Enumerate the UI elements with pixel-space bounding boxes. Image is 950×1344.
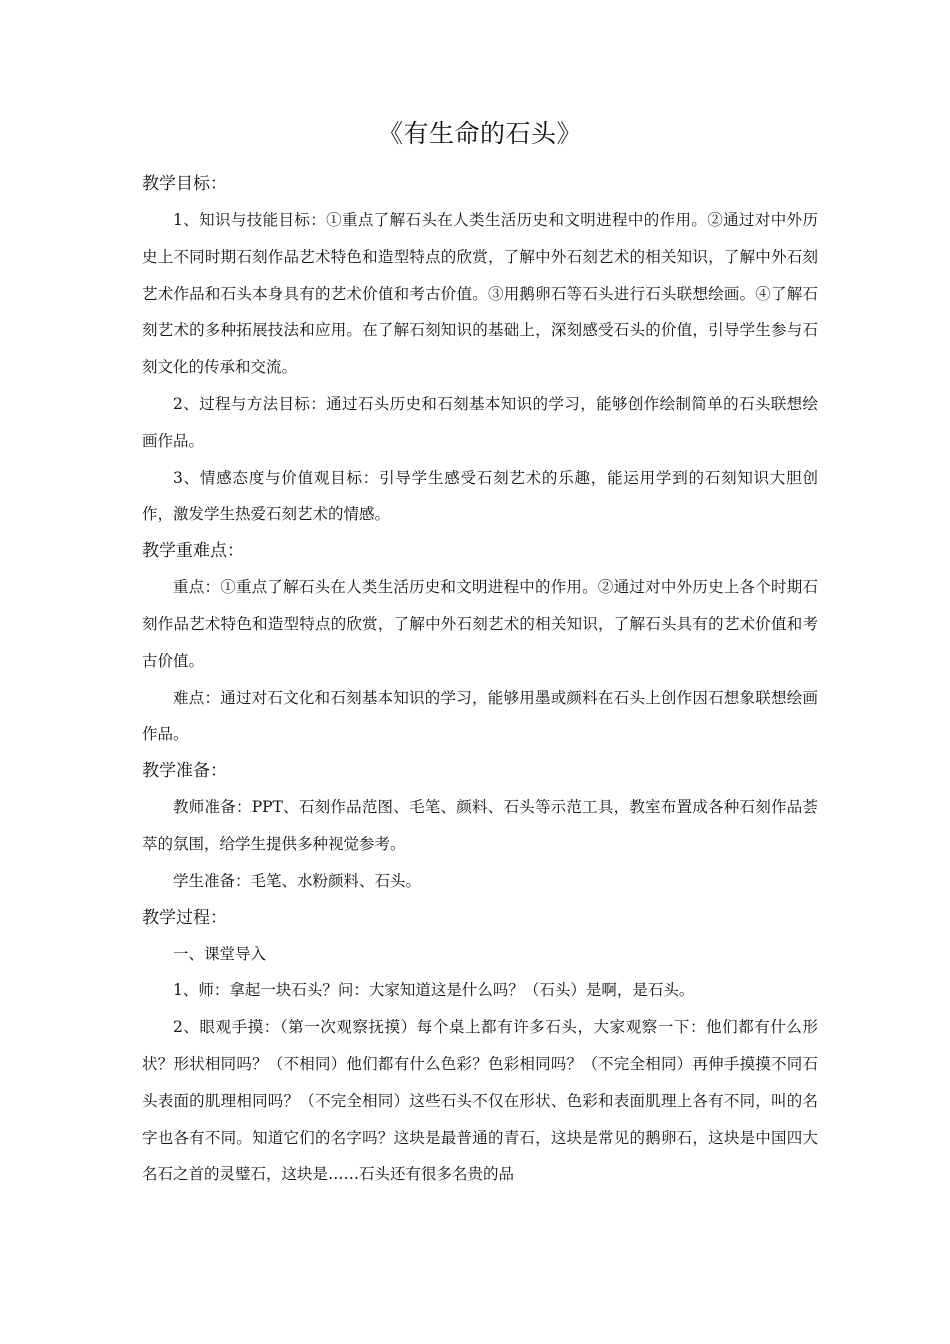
process-intro-heading: 一、课堂导入 [173,944,267,963]
preparation-heading: 教学准备： [142,761,227,782]
key-points-heading: 教学重难点： [142,541,244,562]
teacher-preparation: 教师准备：PPT、石刻作品范图、毛笔、颜料、石头等示范工具，教室布置成各种石刻作品荟萃的氛围，给学生提供多种视觉参考。 [142,798,818,853]
goal-knowledge-skills: 1、知识与技能目标：①重点了解石头在人类生活历史和文明进程中的作用。②通过对中外历史上不同时期石刻作品艺术特色和造型特点的欣赏，了解中外石刻艺术的相关知识，了解中外石刻艺术作品和石头本身具有的艺术价值和考古价值。③用鹅卵石等石头进行石头联想绘画。④了解石刻艺术的多种拓展技法和应用。在了解石刻知识的基础上，深刻感受石头的价值，引导学生参与石刻文化的传承和交流。 [142,211,818,377]
key-point-difficulty: 难点：通过对石文化和石刻基本知识的学习，能够用墨或颜料在石头上创作因石想象联想绘画作品。 [142,688,818,744]
process-step-2: 2、眼观手摸：（第一次观察抚摸）每个桌上都有许多石头，大家观察一下：他们都有什么形状？形状相同吗？（不相同）他们都有什么色彩？色彩相同吗？（不完全相同）再伸手摸摸不同石头表面的肌理相同吗？（不完全相同）这些石头不仅在形状、色彩和表面肌理上各有不同，叫的名字也各有不同。知道它们的名字吗？这块是最普通的青石，这块是常见的鹅卵石，这块是中国四大名石之首的灵璧石，这块是……石头还有很多名贵的品 [142,1018,818,1184]
goals-heading: 教学目标： [142,174,227,194]
key-point-focus: 重点：①重点了解石头在人类生活历史和文明进程中的作用。②通过对中外历史上各个时期石刻作品艺术特色和造型特点的欣赏，了解中外石刻艺术的相关知识，了解石头具有的艺术价值和考古价值。 [142,578,818,670]
process-step-1: 1、师：拿起一块石头？问：大家知道这是什么吗？（石头）是啊，是石头。 [173,981,695,1000]
goals-section [142,166,818,533]
key-points-section [142,533,818,753]
process-section [142,900,818,1194]
goal-emotion-values: 3、情感态度与价值观目标：引导学生感受石刻艺术的乐趣，能运用学到的石刻知识大胆创作，激发学生热爱石刻艺术的情感。 [142,468,818,524]
document-title: 《有生命的石头》 [377,119,582,148]
goal-process-methods: 2、过程与方法目标：通过石头历史和石刻基本知识的学习，能够创作绘制简单的石头联想绘画作品。 [142,394,818,450]
process-heading: 教学过程： [142,907,227,928]
preparation-section [142,753,818,899]
student-preparation: 学生准备：毛笔、水粉颜料、石头。 [173,871,422,890]
